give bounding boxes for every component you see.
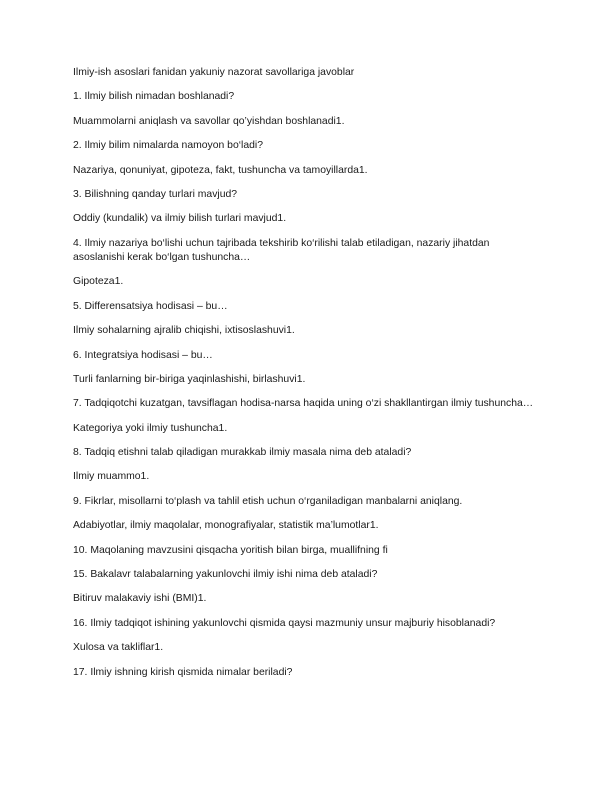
question-9: 9. Fikrlar, misollarni to‘plash va tahlil etish uchun o‘rganiladigan manbalarni aniqlang. bbox=[73, 495, 463, 507]
answer-16: Xulosa va takliflar1. bbox=[73, 642, 164, 654]
question-10: 10. Maqolaning mavzusini qisqacha yoritish bilan birga, muallifning fi bbox=[73, 544, 388, 556]
answer-6: Turli fanlarning bir-biriga yaqinlashishi, birlashuvi1. bbox=[73, 373, 306, 385]
answer-9: Adabiyotlar, ilmiy maqolalar, monografiyalar, statistik ma’lumotlar1. bbox=[73, 520, 379, 532]
question-15: 15. Bakalavr talabalarning yakunlovchi ilmiy ishi nima deb ataladi? bbox=[73, 569, 378, 581]
answer-15: Bitiruv malakaviy ishi (BMI)1. bbox=[73, 593, 207, 605]
answer-1: Muammolarni aniqlash va savollar qo’yishdan boshlanadi1. bbox=[73, 115, 345, 127]
question-7: 7. Tadqiqotchi kuzatgan, tavsiflagan hodisa-narsa haqida uning o‘zi shakllantirgan ilmiy tushuncha… bbox=[73, 398, 534, 410]
answer-8: Ilmiy muammo1. bbox=[73, 471, 150, 483]
question-4: 4. Ilmiy nazariya bo‘lishi uchun tajribada tekshirib ko‘rilishi talab etiladigan, nazariy jihatdan asoslanishi kerak bo‘lgan tushuncha… bbox=[73, 237, 490, 263]
question-2: 2. Ilmiy bilim nimalarda namoyon bo‘ladi? bbox=[73, 140, 264, 152]
question-6: 6. Integratsiya hodisasi – bu… bbox=[73, 349, 213, 361]
question-16: 16. Ilmiy tadqiqot ishining yakunlovchi qismida qaysi mazmuniy unsur majburiy hisoblanadi? bbox=[73, 617, 496, 629]
answer-7: Kategoriya yoki ilmiy tushuncha1. bbox=[73, 422, 228, 434]
answer-3: Oddiy (kundalik) va ilmiy bilish turlari mavjud1. bbox=[73, 213, 287, 225]
question-17: 17. Ilmiy ishning kirish qismida nimalar beriladi? bbox=[73, 666, 293, 678]
answer-5: Ilmiy sohalarning ajralib chiqishi, ixtisoslashuvi1. bbox=[73, 325, 295, 337]
document-body bbox=[73, 66, 543, 690]
answer-4: Gipoteza1. bbox=[73, 276, 124, 288]
question-3: 3. Bilishning qanday turlari mavjud? bbox=[73, 188, 238, 200]
document-title: Ilmiy-ish asoslari fanidan yakuniy nazorat savollariga javoblar bbox=[73, 67, 355, 78]
question-8: 8. Tadqiq etishni talab qiladigan murakkab ilmiy masala nima deb ataladi? bbox=[73, 447, 412, 459]
question-5: 5. Differensatsiya hodisasi – bu… bbox=[73, 300, 228, 312]
question-1: 1. Ilmiy bilish nimadan boshlanadi? bbox=[73, 91, 235, 103]
answer-2: Nazariya, qonuniyat, gipoteza, fakt, tushuncha va tamoyillarda1. bbox=[73, 164, 368, 176]
